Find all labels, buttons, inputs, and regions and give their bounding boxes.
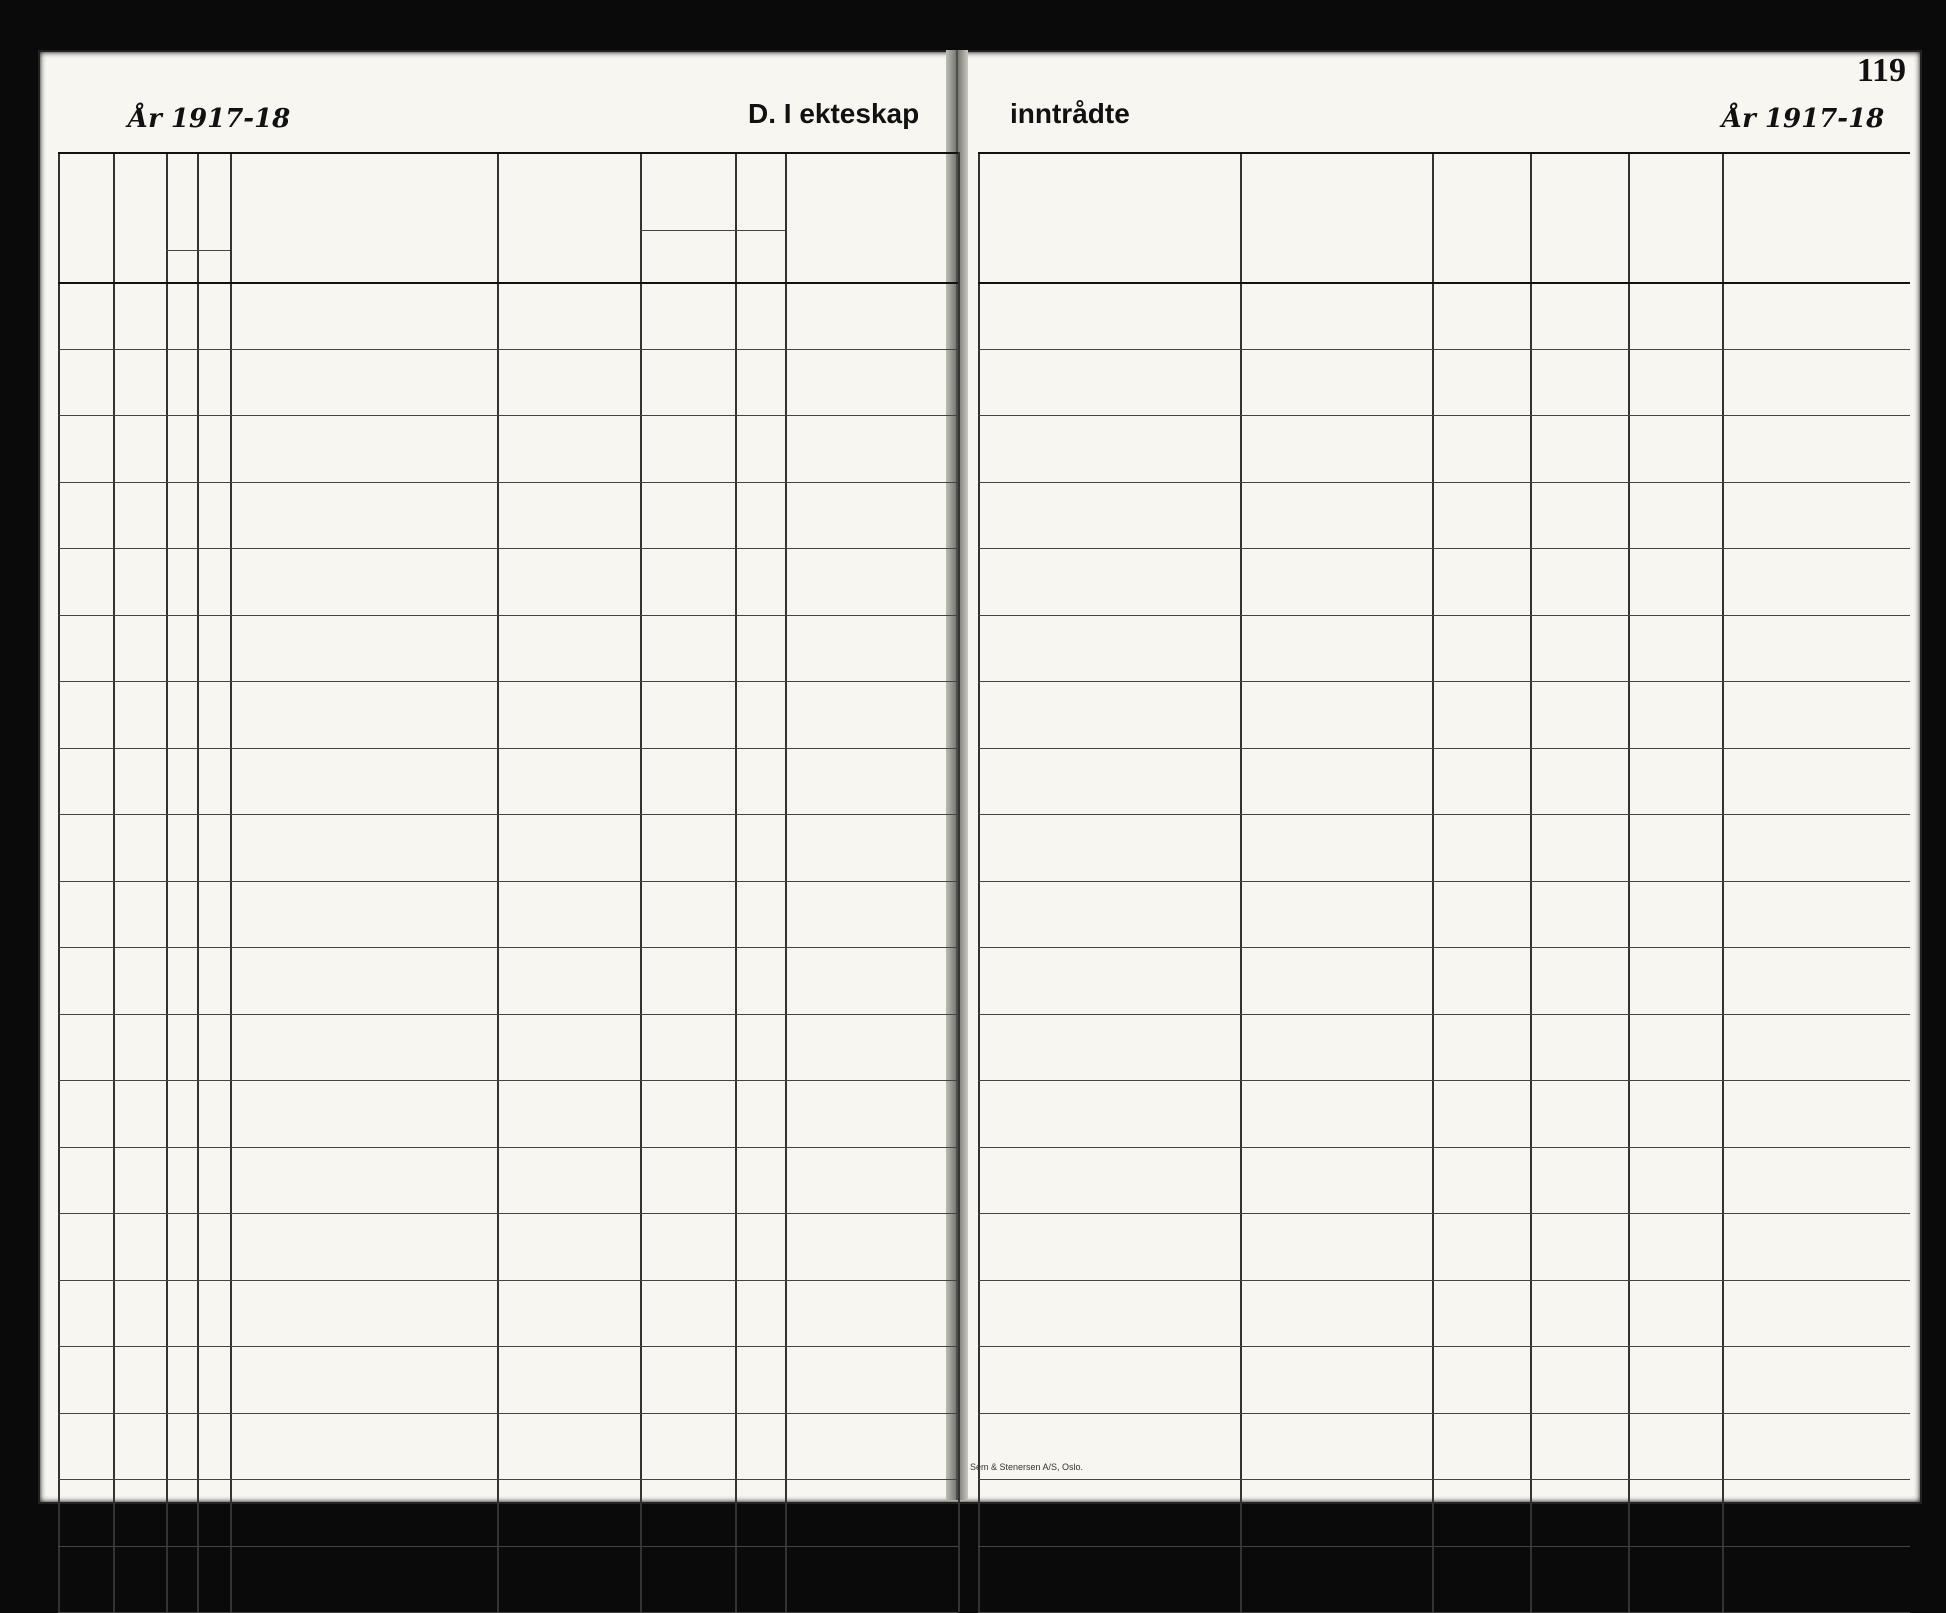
table-row	[58, 482, 958, 483]
table-row	[58, 681, 958, 682]
column-rule	[166, 152, 168, 1612]
column-rule	[958, 152, 960, 1612]
column-rule	[1722, 152, 1724, 1612]
register-book	[38, 50, 1922, 1504]
column-rule	[785, 152, 787, 1612]
table-row	[978, 1280, 1910, 1281]
table-row	[978, 1213, 1910, 1214]
table-row	[978, 349, 1910, 350]
table-row	[58, 1346, 958, 1347]
left-year-heading: År 1917-18	[128, 104, 291, 134]
table-row	[978, 1413, 1910, 1414]
table-row	[978, 814, 1910, 815]
column-rule	[230, 152, 232, 1612]
table-row	[978, 548, 1910, 549]
table-row	[978, 681, 1910, 682]
table-row	[58, 1080, 958, 1081]
table-row	[58, 1014, 958, 1015]
table-row	[58, 881, 958, 882]
table-row	[58, 947, 958, 948]
table-row	[978, 415, 1910, 416]
left-page-title: D. I ekteskap	[748, 98, 920, 129]
table-row	[978, 1147, 1910, 1148]
header-bottom-rule	[58, 282, 958, 284]
column-rule	[113, 152, 115, 1612]
table-row	[58, 615, 958, 616]
table-row	[58, 1147, 958, 1148]
column-rule	[978, 152, 980, 1612]
table-row	[58, 548, 958, 549]
table-row	[978, 1346, 1910, 1347]
table-row	[978, 1479, 1910, 1480]
right-year-heading: År 1917-18	[1722, 104, 1885, 134]
table-row	[58, 1479, 958, 1480]
book-gutter	[946, 50, 968, 1500]
table-row	[978, 748, 1910, 749]
column-rule	[640, 152, 642, 1612]
table-row	[978, 1080, 1910, 1081]
subheader-rule	[166, 250, 230, 251]
table-row	[978, 1014, 1910, 1015]
table-row	[58, 748, 958, 749]
table-row	[58, 1546, 958, 1547]
column-rule	[1432, 152, 1434, 1612]
header-top-rule	[58, 152, 958, 154]
subheader-rule	[640, 230, 785, 231]
table-row	[58, 1213, 958, 1214]
table-row	[58, 814, 958, 815]
table-row	[978, 615, 1910, 616]
printer-imprint: Sem & Stenersen A/S, Oslo.	[970, 1462, 1084, 1472]
table-row	[58, 1413, 958, 1414]
table-row	[978, 1546, 1910, 1547]
column-rule	[1530, 152, 1532, 1612]
column-rule	[497, 152, 499, 1612]
column-rule	[1628, 152, 1630, 1612]
table-row	[58, 415, 958, 416]
page-number: 119	[1856, 52, 1906, 89]
table-row	[978, 947, 1910, 948]
table-row	[978, 881, 1910, 882]
header-top-rule	[978, 152, 1910, 154]
header-bottom-rule	[978, 282, 1910, 284]
column-rule	[197, 152, 199, 1612]
table-row	[978, 482, 1910, 483]
table-row	[58, 349, 958, 350]
column-rule	[58, 152, 60, 1612]
right-page-title: inntrådte	[1010, 98, 1130, 129]
column-rule	[1240, 152, 1242, 1612]
table-row	[58, 1280, 958, 1281]
column-rule	[735, 152, 737, 1612]
